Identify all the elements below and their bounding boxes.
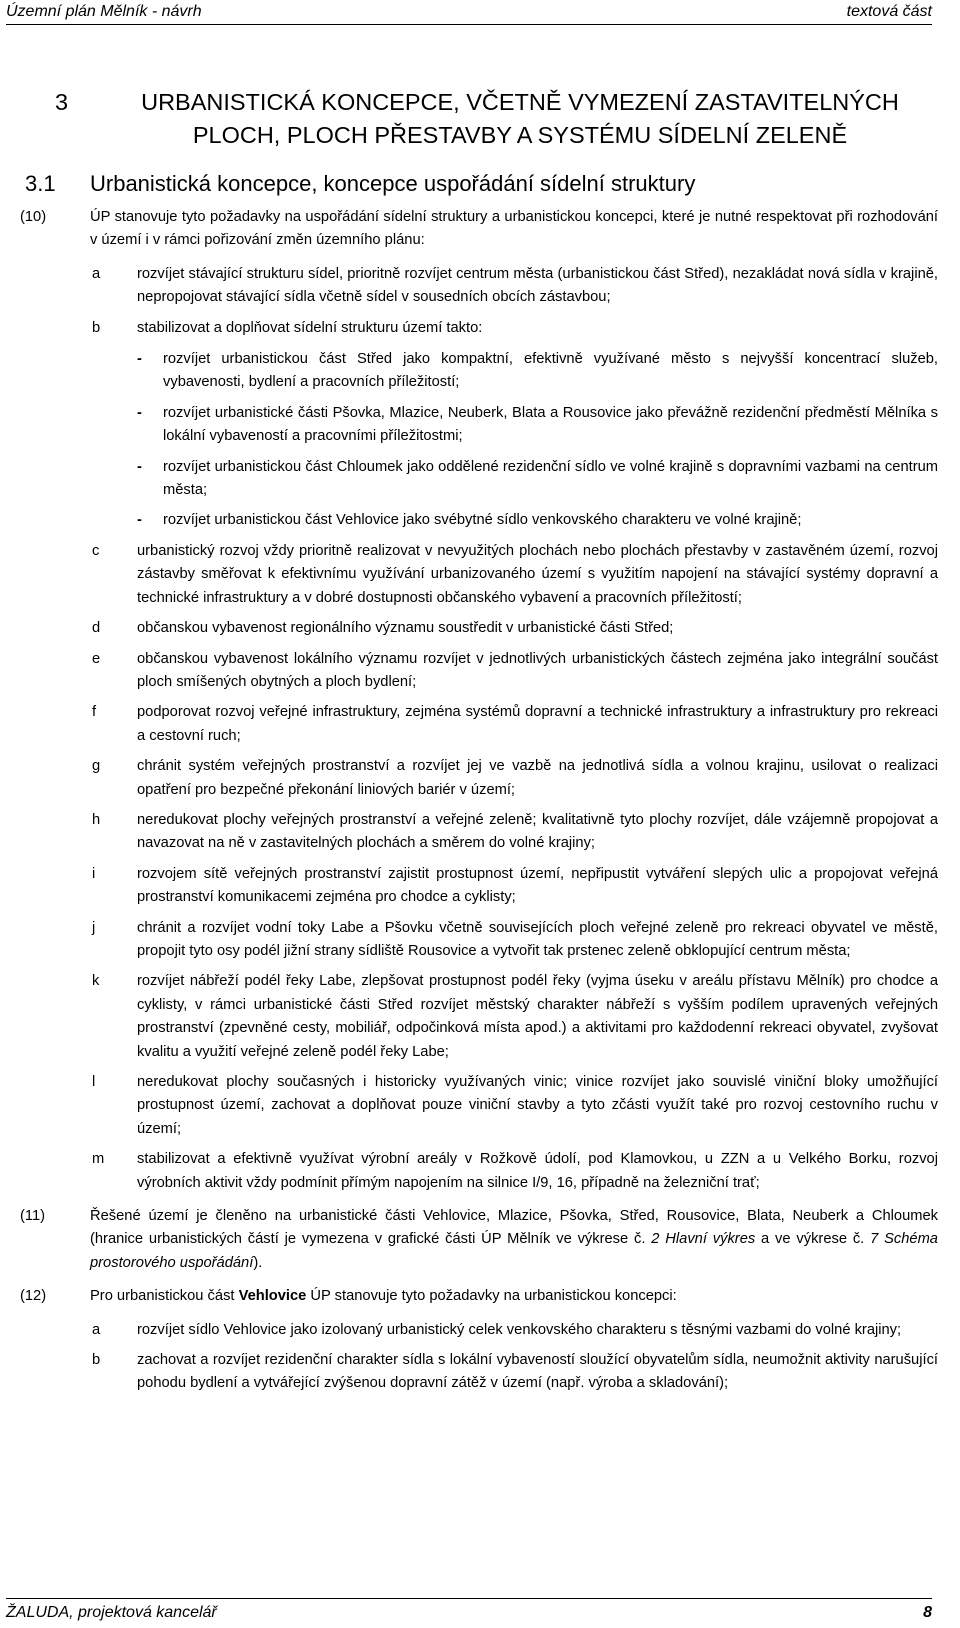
item-letter: a [92, 1321, 101, 1338]
dash-bullet: - [137, 458, 142, 475]
item-letter: k [92, 973, 100, 990]
document-body [20, 206, 938, 1406]
section-number: 3.1 [25, 171, 56, 196]
list-item-a [90, 1319, 938, 1342]
item-letter: h [92, 811, 101, 828]
map-reference: 7 Schéma prostorového uspořádání [90, 1231, 938, 1271]
item-text: rozvíjet sídlo Vehlovice jako izolovaný urbanistický celek venkovského charakteru s těsnými vazbami do volné krajiny; [137, 1321, 902, 1338]
district-name: Vehlovice [238, 1288, 307, 1305]
text-segment: Řešené území je členěno na urbanistické části Vehlovice, Mlazice, Pšovka, Střed, Rousovice, Blata, Neuberk a Chloumek (hranice urbanistických částí je vymezena v grafické části ÚP Mělník ve výkrese č. [90, 1208, 938, 1248]
item-text: stabilizovat a efektivně využívat výrobní areály v Rožkově údolí, pod Klamovkou, u ZZN a u Velkého Borku, rozvoj výrobních aktivit vždy podmínit přímým napojením na silnice I/9, 16, případně na železniční trať; [137, 1151, 938, 1191]
list-item-c [90, 540, 938, 610]
item-letter: c [92, 542, 100, 559]
item-letter: d [92, 620, 101, 637]
item-letter: b [92, 1352, 101, 1369]
sub-item-text: rozvíjet urbanistickou část Střed jako kompaktní, efektivně využívané město s nejvyšší koncentrací služeb, vybavenosti, bydlení a pracovních příležitostí; [163, 351, 938, 391]
item-letter: l [92, 1074, 96, 1090]
item-text: občanskou vybavenost lokálního významu rozvíjet v jednotlivých urbanistických částech zejména jako integrální součást ploch smíšených obytných a ploch bydlení; [137, 650, 938, 690]
item-text: neredukovat plochy současných i historicky využívaných vinic; vinice rozvíjet jako souvislé viniční bloky umožňující prostupnost území, zachovat a doplňovat pouze viniční stavby a tyto zčásti využít také pro rozvoj cestovního ruchu v území; [137, 1074, 938, 1137]
text-segment: ). [253, 1254, 263, 1271]
header-document-title: Územní plán Mělník - návrh [6, 3, 202, 20]
paragraph-number: (11) [20, 1208, 46, 1225]
requirement-list [90, 1319, 938, 1396]
item-text: podporovat rozvoj veřejné infrastruktury, zejména systémů dopravní a technické infrastruktury a infrastruktury pro rekreaci a cestovní ruch; [137, 704, 938, 744]
item-letter: i [92, 865, 96, 882]
list-item-i [90, 863, 938, 910]
item-letter: m [92, 1151, 105, 1168]
dash-bullet: - [137, 512, 142, 529]
item-text: neredukovat plochy veřejných prostranství a veřejné zeleně; kvalitativně tyto plochy rozvíjet, dále vzájemně propojovat a navazovat na ně v zastavitelných plochách a směrem do volné krajiny; [137, 811, 938, 852]
header-section-label: textová část [846, 3, 932, 20]
item-letter: f [92, 704, 97, 721]
item-letter: j [92, 919, 96, 936]
page-footer [6, 1598, 932, 1623]
paragraph-number: (12) [20, 1288, 47, 1305]
list-item-h [90, 809, 938, 856]
sub-list [137, 348, 938, 533]
requirement-list [90, 263, 938, 1195]
text-segment: a ve výkrese č. [755, 1231, 871, 1248]
item-letter: a [92, 265, 101, 282]
item-text: rozvíjet stávající strukturu sídel, prioritně rozvíjet centrum města (urbanistickou část Střed), nezakládat nová sídla v krajině, nepropojovat stávající sídla včetně sídel v sousedních obcích zástavbou; [137, 265, 938, 306]
list-item-l [90, 1071, 938, 1141]
item-text: rozvíjet nábřeží podél řeky Labe, zlepšovat prostupnost podél řeky (vyjma úseku v areálu přístavu Mělník) pro chodce a cyklisty, v rámci urbanistické části Střed rozvíjet městský charakter nábřeží s vyšším podílem upravených veřejných prostranství (zpevněné cesty, mobiliář, odpočinková místa apod.) a aktivitami pro každodenní rekreaci obyvatel, zvyšovat kvalitu a využití veřejné zeleně podél řeky Labe; [137, 973, 938, 1060]
item-text: chránit systém veřejných prostranství a rozvíjet jej ve vazbě na jednotlivá sídla a volnou krajinu, usilovat o realizaci opatření pro bezpečné překonání liniových bariér v území; [137, 758, 938, 798]
sub-list-item [137, 402, 938, 449]
item-text: občanskou vybavenost regionálního významu soustředit v urbanistické části Střed; [137, 620, 674, 637]
paragraph-text [90, 1205, 938, 1275]
paragraph-text: ÚP stanovuje tyto požadavky na uspořádání sídelní struktury a urbanistickou koncepci, které je nutné respektovat při rozhodování v území i v rámci pořizování změn územního plánu: [90, 209, 938, 249]
list-item-b [90, 317, 938, 533]
list-item-d [90, 617, 938, 640]
paragraph-12 [20, 1285, 938, 1396]
list-item-e [90, 648, 938, 695]
item-text: rozvojem sítě veřejných prostranství zajistit prostupnost území, nepřipustit vytváření slepých ulic a propojovat veřejná prostranství komunikacemi zejména pro chodce a cyklisty; [137, 865, 938, 906]
item-text: chránit a rozvíjet vodní toky Labe a Pšovku včetně souvisejících ploch veřejné zeleně pro rekreaci obyvatel ve městě, propojit tyto osy podél jižní strany sídliště Rousovice a vytvořit tak prstenec zeleně obklopující centrum města; [137, 919, 938, 959]
page-header [6, 2, 932, 25]
item-text: zachovat a rozvíjet rezidenční charakter sídla s lokální vybaveností sloužící obyvatelům sídla, neumožnit aktivity narušující pohodu bydlení a vytvářející zvýšenou dopravní zátěž v území (např. výroba a skladování); [137, 1352, 938, 1392]
item-text: stabilizovat a doplňovat sídelní strukturu území takto: [137, 319, 483, 336]
list-item-f [90, 701, 938, 748]
section-title: Urbanistická koncepce, koncepce uspořádání sídelní struktury [90, 171, 696, 196]
footer-author: ŽALUDA, projektová kancelář [6, 1604, 217, 1621]
text-segment: Pro urbanistickou část [90, 1288, 239, 1305]
paragraph-text [90, 1285, 938, 1308]
sub-item-text: rozvíjet urbanistické části Pšovka, Mlazice, Neuberk, Blata a Rousovice jako převážně rezidenční předměstí Mělníka s lokální vybaveností a pracovními příležitostmi; [163, 404, 938, 445]
item-text: urbanistický rozvoj vždy prioritně realizovat v nevyužitých plochách nebo plochách přestavby v zastavěném území, rozvoj zástavby směřovat k efektivnímu využívání urbanizovaného území s využitím napojení na stávající systémy dopravní a technické infrastruktury a v dobré dostupnosti občanského vybavení a pracovních příležitostí; [137, 542, 938, 606]
dash-bullet: - [137, 404, 142, 421]
sub-list-item [137, 456, 938, 503]
list-item-m [90, 1148, 938, 1195]
list-item-k [90, 970, 938, 1064]
sub-list-item [137, 509, 938, 532]
list-item-a [90, 263, 938, 310]
sub-list-item [137, 348, 938, 395]
paragraph-11 [20, 1205, 938, 1275]
item-letter: b [92, 319, 101, 336]
map-reference: 2 Hlavní výkres [651, 1231, 756, 1248]
chapter-title: URBANISTICKÁ KONCEPCE, VČETNĚ VYMEZENÍ ZASTAVITELNÝCH PLOCH, PLOCH PŘESTAVBY A SYSTÉMU SÍDELNÍ ZELENĚ [141, 89, 899, 148]
chapter-number: 3 [55, 89, 69, 115]
page-number: 8 [923, 1604, 932, 1621]
list-item-g [90, 755, 938, 802]
text-segment: ÚP stanovuje tyto požadavky na urbanistickou koncepci: [306, 1288, 677, 1305]
item-letter: e [92, 650, 101, 667]
paragraph-10 [20, 206, 938, 1195]
list-item-b [90, 1349, 938, 1396]
paragraph-number: (10) [20, 209, 47, 225]
list-item-j [90, 917, 938, 964]
sub-item-text: rozvíjet urbanistickou část Chloumek jako oddělené rezidenční sídlo ve volné krajině s dopravními vazbami na centrum města; [163, 458, 938, 499]
dash-bullet: - [137, 351, 142, 368]
item-letter: g [92, 758, 101, 775]
sub-item-text: rozvíjet urbanistickou část Vehlovice jako svébytné sídlo venkovského charakteru ve volné krajině; [163, 512, 802, 529]
